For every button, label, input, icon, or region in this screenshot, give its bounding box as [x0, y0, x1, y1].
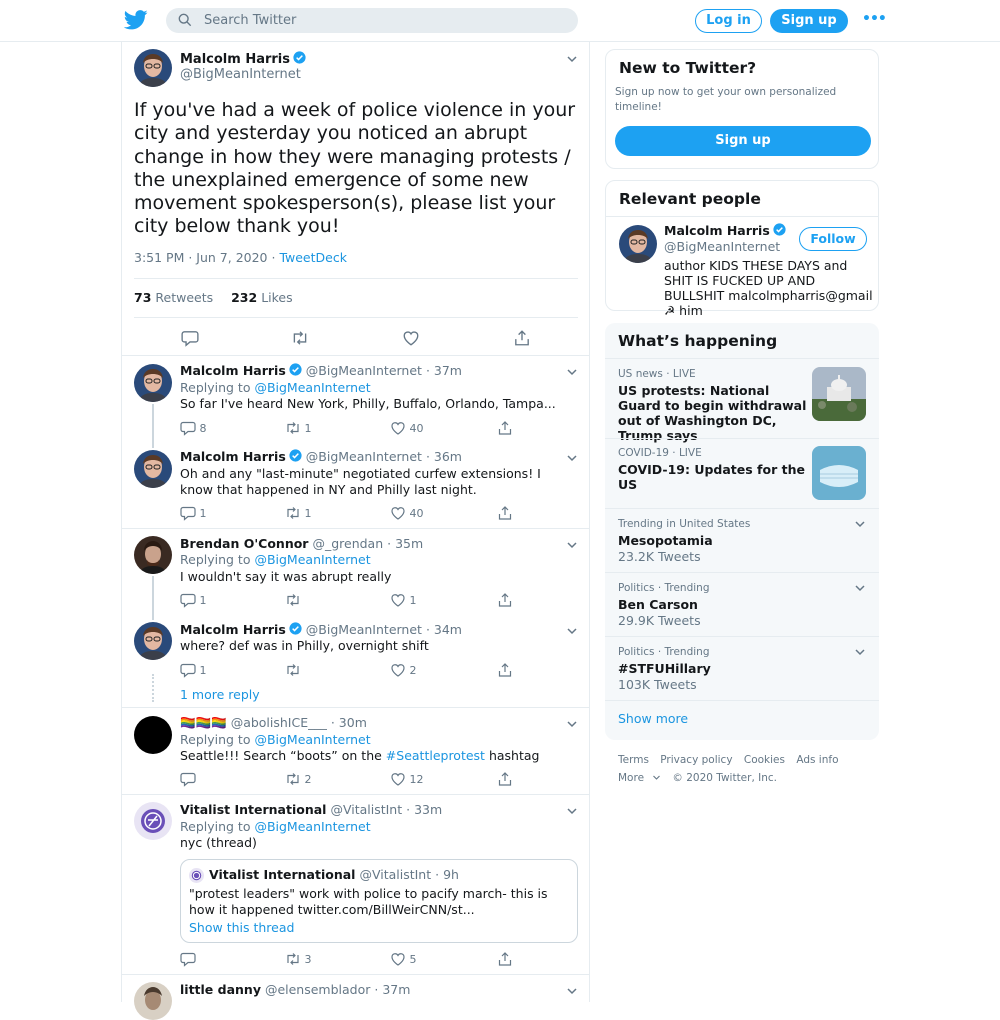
trend-title: US protests: National Guard to begin withdrawal out of Washington DC, Trump says [618, 383, 807, 443]
author-name[interactable]: Malcolm Harris [180, 51, 306, 67]
chevron-down-icon[interactable] [566, 452, 578, 464]
quote-text: "protest leaders" work with police to pacify march- this is how it happened twitter.com/BillWeirCNN/st... [189, 886, 548, 917]
divider [122, 794, 589, 795]
twitter-logo-icon[interactable] [124, 9, 148, 31]
author-handle[interactable]: @abolishICE___ [230, 715, 327, 730]
tweet-stats [134, 278, 578, 318]
reply-header [180, 802, 442, 817]
relevant-people-card [605, 180, 879, 318]
reply-time[interactable]: · 34m [425, 622, 462, 637]
person-bio: author KIDS THESE DAYS and SHIT IS FUCKED UP AND BULLSHIT malcolmpharris@gmail ☭ him [664, 258, 873, 318]
reply-icon [180, 505, 196, 521]
footer-more[interactable]: More [618, 772, 661, 784]
reply-text: Oh and any "last-minute" negotiated curfew extensions! I know that happened in NY and Philly last night. [180, 466, 541, 497]
trend-item[interactable] [605, 358, 879, 443]
chevron-down-icon[interactable] [566, 53, 578, 65]
retweet-icon [285, 420, 301, 436]
reply-header [180, 622, 462, 637]
hashtag-link[interactable]: #Seattleprotest [385, 748, 485, 763]
reply-header [180, 449, 462, 464]
trend-item[interactable] [605, 636, 879, 700]
card-title: New to Twitter? [619, 59, 757, 77]
reply-text: nyc (thread) [180, 835, 257, 850]
copyright: © 2020 Twitter, Inc. [672, 772, 778, 784]
author-handle[interactable]: @BigMeanInternet [305, 622, 422, 637]
trend-count: 23.2K Tweets [618, 549, 701, 564]
quoted-tweet[interactable] [180, 859, 578, 943]
share-icon [497, 951, 513, 967]
author-handle[interactable]: @BigMeanInternet [180, 67, 301, 82]
avatar[interactable] [134, 622, 172, 660]
author-name[interactable]: Malcolm Harris [180, 622, 286, 637]
like-icon [390, 662, 406, 678]
reply-actions [180, 951, 520, 967]
show-more-row[interactable] [605, 700, 879, 740]
verified-badge-icon [289, 622, 302, 635]
more-menu-icon[interactable]: ••• [862, 11, 886, 27]
sign-up-button[interactable]: Sign up [770, 9, 848, 33]
share-icon[interactable] [513, 329, 531, 347]
reply-time[interactable]: · 30m [330, 715, 367, 730]
like-button[interactable]: 40 [390, 505, 424, 521]
retweet-button[interactable] [285, 592, 301, 608]
person-handle[interactable]: @BigMeanInternet [664, 239, 781, 254]
reply-time[interactable]: · 33m [406, 802, 443, 817]
author-name[interactable]: Malcolm Harris [180, 363, 286, 378]
chevron-down-icon[interactable] [854, 518, 866, 530]
reply-button[interactable] [180, 951, 196, 967]
thread-line [152, 404, 154, 448]
avatar [189, 868, 204, 883]
mention-link[interactable]: @BigMeanInternet [254, 819, 371, 834]
like-stat[interactable]: 232 Likes [231, 290, 293, 305]
retweet-button[interactable] [285, 662, 301, 678]
card-title: Relevant people [619, 190, 761, 208]
avatar[interactable] [134, 364, 172, 402]
trend-count: 103K Tweets [618, 677, 697, 692]
chevron-down-icon[interactable] [566, 625, 578, 637]
like-icon [390, 420, 406, 436]
trend-meta: US news · LIVE [618, 368, 696, 380]
chevron-down-icon[interactable] [854, 646, 866, 658]
share-icon [497, 592, 513, 608]
replying-to: Replying to @BigMeanInternet [180, 732, 371, 747]
reply-button[interactable]: 1 [180, 662, 207, 678]
retweet-icon [285, 951, 301, 967]
chevron-down-icon[interactable] [566, 805, 578, 817]
like-icon[interactable] [402, 329, 420, 347]
avatar[interactable] [134, 982, 172, 1020]
author-name[interactable]: Vitalist International [180, 802, 327, 817]
trend-image [812, 367, 866, 421]
retweet-icon[interactable] [291, 329, 309, 347]
share-icon [497, 505, 513, 521]
chevron-down-icon[interactable] [566, 539, 578, 551]
search-input[interactable] [204, 11, 564, 30]
reply-time[interactable]: · 35m [387, 536, 424, 551]
share-button[interactable] [497, 592, 513, 608]
trend-title: #STFUHillary [618, 661, 711, 676]
author-name[interactable]: 🏳️‍🌈🏳️‍🌈🏳️‍🌈 [180, 715, 227, 730]
share-icon [497, 771, 513, 787]
author-name[interactable]: Brendan O'Connor [180, 536, 309, 551]
top-bar [0, 0, 1000, 42]
retweet-button[interactable]: 1 [285, 420, 312, 436]
reply-icon [180, 592, 196, 608]
reply-text: So far I've heard New York, Philly, Buffalo, Orlando, Tampa... [180, 396, 556, 411]
like-button[interactable]: 12 [390, 771, 424, 787]
share-icon [497, 662, 513, 678]
footer-links [618, 754, 847, 766]
reply-actions [180, 420, 520, 436]
footer-bottom [618, 772, 785, 784]
reply-button[interactable]: 8 [180, 420, 207, 436]
like-button[interactable]: 1 [390, 592, 417, 608]
show-thread-link[interactable]: Show this thread [189, 920, 295, 935]
like-icon [390, 951, 406, 967]
thread-line [152, 576, 154, 620]
trend-item[interactable] [605, 508, 879, 572]
mention-link[interactable]: @BigMeanInternet [254, 380, 371, 395]
share-button[interactable] [497, 951, 513, 967]
avatar[interactable] [134, 450, 172, 488]
chevron-down-icon[interactable] [566, 985, 578, 997]
footer-link-terms[interactable]: Terms [618, 754, 649, 766]
thread-line-dotted [152, 674, 154, 702]
like-button[interactable]: 40 [390, 420, 424, 436]
trend-image [812, 446, 866, 500]
verified-badge-icon [293, 51, 306, 64]
divider [606, 216, 878, 217]
trend-item[interactable] [605, 572, 879, 636]
reply-text: Seattle!!! Search “boots” on the #Seattleprotest hashtag [180, 748, 540, 763]
trend-item[interactable] [605, 438, 879, 508]
follow-button[interactable]: Follow [799, 227, 867, 251]
avatar[interactable] [134, 802, 172, 840]
whats-happening-card [605, 323, 879, 740]
author-handle[interactable]: @BigMeanInternet [305, 363, 422, 378]
trend-title: Ben Carson [618, 597, 698, 612]
trend-meta: Trending in United States [618, 518, 751, 530]
quote-header: Vitalist International @VitalistInt · 9h [209, 867, 459, 882]
replying-to: Replying to @BigMeanInternet [180, 380, 371, 395]
footer-link-privacy[interactable]: Privacy policy [660, 754, 733, 766]
trend-meta: COVID-19 · LIVE [618, 447, 702, 459]
reply-time[interactable]: · 37m [374, 982, 411, 997]
author-name[interactable]: little danny [180, 982, 261, 997]
tweet-actions [134, 318, 578, 356]
card-text: Sign up now to get your own personalized timeline! [615, 86, 837, 113]
reply-time[interactable]: · 36m [425, 449, 462, 464]
retweet-icon [285, 662, 301, 678]
chevron-down-icon[interactable] [566, 366, 578, 378]
mention-link[interactable]: @BigMeanInternet [254, 732, 371, 747]
author-handle[interactable]: @elensemblador [264, 982, 371, 997]
like-icon [390, 505, 406, 521]
reply-header [180, 536, 423, 551]
like-icon [390, 592, 406, 608]
card-title: What’s happening [618, 332, 778, 350]
divider [122, 974, 589, 975]
retweet-icon [285, 771, 301, 787]
tweet-timestamp: 3:51 PM · Jun 7, 2020 · TweetDeck [134, 250, 347, 265]
sidebar-sign-up-button[interactable]: Sign up [615, 126, 871, 156]
avatar[interactable] [134, 536, 172, 574]
trend-title: Mesopotamia [618, 533, 713, 548]
chevron-down-icon[interactable] [854, 582, 866, 594]
divider [122, 528, 589, 529]
conversation-column [121, 42, 590, 1002]
author-name[interactable]: Malcolm Harris [180, 449, 286, 464]
author-handle[interactable]: @VitalistInt [330, 802, 403, 817]
like-button[interactable]: 2 [390, 662, 417, 678]
tweet-text: If you've had a week of police violence in your city and yesterday you noticed an abrupt change in how they were managing protests / the unexplained emergence of some new movement spokesperson(s), please list your city below thank you! [134, 99, 576, 238]
mention-link[interactable]: @BigMeanInternet [254, 552, 371, 567]
reply-header [180, 363, 462, 378]
chevron-down-icon[interactable] [566, 718, 578, 730]
chevron-down-icon [652, 773, 661, 782]
retweet-icon [285, 505, 301, 521]
new-to-twitter-card [605, 49, 879, 169]
reply-text: I wouldn't say it was abrupt really [180, 569, 392, 584]
reply-header [180, 982, 410, 997]
verified-badge-icon [289, 363, 302, 376]
reply-actions [180, 662, 520, 678]
divider [122, 707, 589, 708]
footer-link-cookies[interactable]: Cookies [743, 754, 785, 766]
avatar[interactable] [134, 716, 172, 754]
search-bar[interactable] [166, 8, 578, 33]
reply-button[interactable] [180, 771, 196, 787]
reply-icon [180, 420, 196, 436]
more-replies-link[interactable]: 1 more reply [180, 687, 260, 702]
reply-button[interactable]: 1 [180, 505, 207, 521]
search-icon [178, 13, 192, 27]
reply-icon [180, 662, 196, 678]
retweet-icon [285, 592, 301, 608]
retweet-button[interactable]: 3 [285, 951, 312, 967]
verified-badge-icon [773, 223, 786, 236]
person-name[interactable]: Malcolm Harris [664, 223, 786, 238]
reply-actions [180, 771, 520, 787]
trend-title: COVID-19: Updates for the US [618, 462, 805, 492]
like-button[interactable]: 5 [390, 951, 417, 967]
author-handle[interactable]: @BigMeanInternet [305, 449, 422, 464]
reply-header [180, 715, 367, 731]
trend-meta: Politics · Trending [618, 646, 710, 658]
share-button[interactable] [497, 662, 513, 678]
reply-icon [180, 951, 196, 967]
retweet-button[interactable]: 1 [285, 505, 312, 521]
share-button[interactable] [497, 420, 513, 436]
footer-link-ads[interactable]: Ads info [796, 754, 839, 766]
trend-meta: Politics · Trending [618, 582, 710, 594]
tweet-source-link[interactable]: TweetDeck [279, 250, 347, 265]
avatar[interactable] [134, 49, 172, 87]
share-button[interactable] [497, 771, 513, 787]
retweet-button[interactable]: 2 [285, 771, 312, 787]
reply-button[interactable]: 1 [180, 592, 207, 608]
share-button[interactable] [497, 505, 513, 521]
retweet-stat[interactable]: 73 Retweets [134, 290, 214, 305]
replying-to: Replying to @BigMeanInternet [180, 552, 371, 567]
avatar[interactable] [619, 225, 657, 263]
log-in-button[interactable]: Log in [695, 9, 762, 33]
reply-icon[interactable] [181, 329, 199, 347]
reply-actions [180, 505, 520, 521]
verified-badge-icon [289, 449, 302, 462]
trend-count: 29.9K Tweets [618, 613, 701, 628]
author-handle[interactable]: @_grendan [312, 536, 384, 551]
replying-to: Replying to @BigMeanInternet [180, 819, 371, 834]
reply-icon [180, 771, 196, 787]
share-icon [497, 420, 513, 436]
reply-text: where? def was in Philly, overnight shift [180, 638, 429, 653]
divider [122, 355, 589, 356]
show-more-link[interactable]: Show more [618, 711, 689, 726]
reply-time[interactable]: · 37m [425, 363, 462, 378]
reply-actions [180, 592, 520, 608]
like-icon [390, 771, 406, 787]
